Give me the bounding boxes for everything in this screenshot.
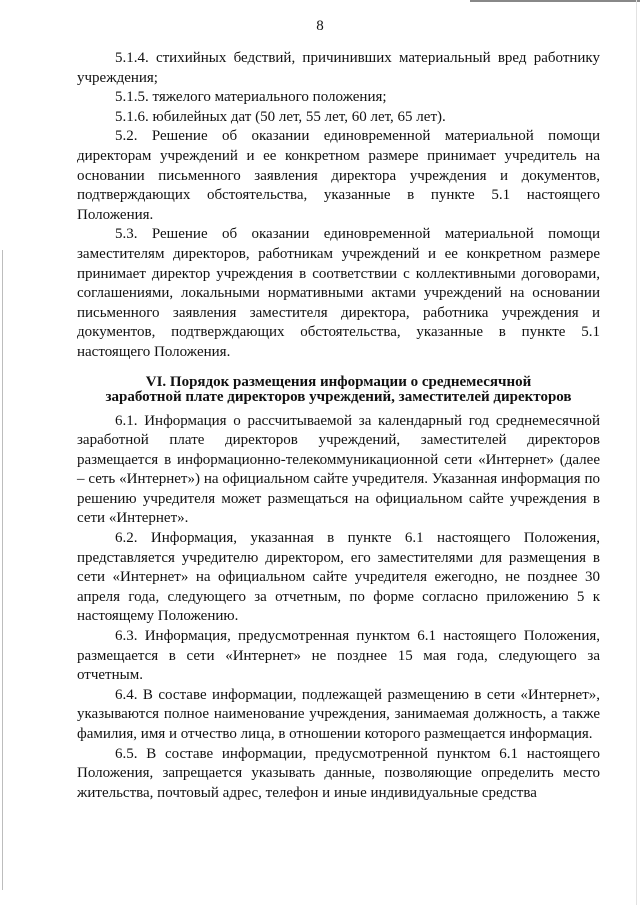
page-number: 8: [316, 18, 324, 34]
paragraph-5-3: 5.3. Решение об оказании единовременной материальной помощи заместителям директоров, работникам учреждений и ее конкретном размере принимает директор учреждения в соответствии с коллективными договорами, соглашениями, локальными нормативными актами учреждений на основании письменного заявления заместителя директора, работника учреждения и документов, подтверждающих обстоятельства, указанные в пункте 5.1 настоящего Положения.: [77, 226, 600, 360]
section-6-heading-line-1: VI. Порядок размещения информации о среднемесячной: [145, 373, 532, 390]
paragraph-5-1-6: 5.1.6. юбилейных дат (50 лет, 55 лет, 60 лет, 65 лет).: [115, 108, 446, 125]
paragraph-5-1-4: 5.1.4. стихийных бедствий, причинивших материальный вред работнику учреждения;: [77, 50, 600, 86]
paragraph-6-5: 6.5. В составе информации, предусмотренной пунктом 6.1 настоящего Положения, запрещается указывать данные, позволяющие определить место жительства, почтовый адрес, телефон и иные индивидуальные средства: [77, 745, 600, 801]
paragraph-6-1: 6.1. Информация о рассчитываемой за календарный год среднемесячной заработной плате директоров учреждений, заместителей директоров размещается в информационно-телекоммуникационной сети «Интернет» (далее – сеть «Интернет») на официальном сайте учредителя. Указанная информация по решению учредителя может размещаться на официальном сайте учреждения в сети «Интернет».: [77, 412, 600, 527]
section-6-heading-line-2: заработной плате директоров учреждений, заместителей директоров: [105, 388, 572, 405]
scan-edge-right: [636, 0, 637, 905]
document-body: [77, 49, 600, 803]
paragraph-6-3: 6.3. Информация, предусмотренная пунктом 6.1 настоящего Положения, размещается в сети «Интернет» не позднее 15 мая года, следующего за отчетным.: [77, 628, 600, 684]
paragraph-6-2: 6.2. Информация, указанная в пункте 6.1 настоящего Положения, представляется учредителю директором, его заместителями для размещения в сети «Интернет» на официальном сайте учредителя ежегодно, не позднее 30 апреля года, следующего за отчетным, по форме согласно приложению 5 к настоящему Положению.: [77, 530, 600, 625]
paragraph-5-2: 5.2. Решение об оказании единовременной материальной помощи директорам учреждений и ее конкретном размере принимает учредитель на основании письменного заявления директора учреждения и документов, подтверждающих обстоятельства, указанные в пункте 5.1 настоящего Положения.: [77, 128, 600, 223]
scan-edge-left: [2, 250, 3, 890]
section-6-heading: [77, 375, 600, 405]
paragraph-5-1-5: 5.1.5. тяжелого материального положения;: [115, 89, 387, 106]
scan-edge-top: [470, 0, 640, 2]
paragraph-6-4: 6.4. В составе информации, подлежащей размещению в сети «Интернет», указываются полное наименование учреждения, занимаемая должность, а также фамилия, имя и отчество лица, в отношении которого размещается информация.: [77, 686, 600, 742]
